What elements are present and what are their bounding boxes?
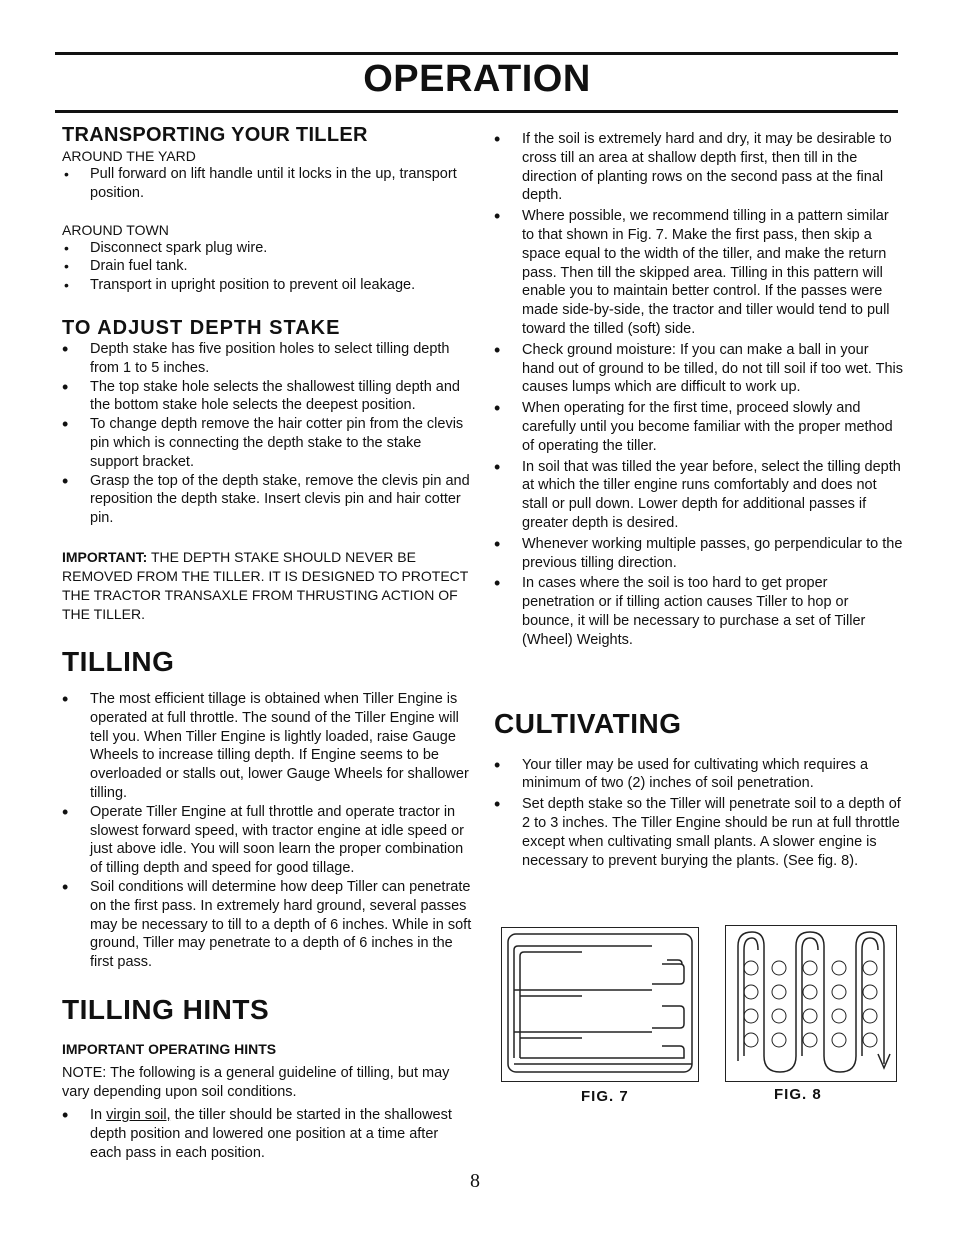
list-item: • Check ground moisture: If you can make a ball in your hand out of ground to be tilled, do not till soil if too wet. This causes lumps which are difficult to work up. <box>494 341 904 397</box>
virgin-soil-text: virgin soil, <box>106 1106 171 1123</box>
list-item: • Operate Tiller Engine at full throttle and operate tractor in slowest forward speed, with tractor engine at idle speed or just above idle. You will soon learn the proper combination of tilling depth and speed for good tillage. <box>62 803 472 878</box>
list-item: • The most efficient tillage is obtained when Tiller Engine is operated at full throttle. The sound of the Tiller Engine will tell you. When Tiller Engine is lightly loaded, raise Gauge Wheels to increase tilling depth. If Engine seems to be overloaded or stalls out, lower Gauge Wheels for shallower tilling. <box>62 690 472 803</box>
right-column <box>494 130 904 870</box>
title-underline <box>55 110 898 113</box>
list-item: • To change depth remove the hair cotter pin from the clevis pin which is connecting the depth stake to the stake support bracket. <box>62 415 472 471</box>
cultivating-heading: CULTIVATING <box>494 707 682 739</box>
tilling-hints-heading: TILLING HINTS <box>62 993 270 1025</box>
hints-list <box>494 130 904 650</box>
list-item: • In soil that was tilled the year before, select the tilling depth at which the tiller engine runs comfortably and does not stall or pull down. Lower depth for additional passes if greater depth is desired. <box>494 458 904 533</box>
page-number: 8 <box>470 1170 480 1192</box>
town-list <box>62 239 472 295</box>
list-item: • Drain fuel tank. <box>62 257 472 276</box>
fig8-caption: FIG. 8 <box>774 1086 822 1103</box>
depth-stake-heading: TO ADJUST DEPTH STAKE <box>62 316 341 339</box>
tilling-heading: TILLING <box>62 645 175 677</box>
left-column <box>62 124 472 1162</box>
fig7-caption: FIG. 7 <box>581 1088 629 1105</box>
yard-list <box>62 165 472 203</box>
fig8-diagram <box>725 925 897 1082</box>
list-item: • When operating for the first time, proceed slowly and carefully until you become familiar with the proper method of operating the tiller. <box>494 399 904 455</box>
virgin-post: the tiller should be started in the shallowest depth position and lowered one position at a time after each pass in each position. <box>90 1106 452 1161</box>
tilling-list <box>62 690 472 972</box>
page-title: OPERATION <box>363 58 591 100</box>
list-item: • Depth stake has five position holes to select tilling depth from 1 to 5 inches. <box>62 340 472 378</box>
list-item: • In cases where the soil is too hard to get proper penetration or if tilling action causes Tiller to hop or bounce, it will be necessary to purchase a set of Tiller (Wheel) Weights. <box>494 574 904 649</box>
important-label: IMPORTANT: <box>62 548 148 565</box>
list-item: • Your tiller may be used for cultivating which requires a minimum of two (2) inches of soil penetration. <box>494 756 904 794</box>
list-item: • Where possible, we recommend tilling in a pattern similar to that shown in Fig. 7. Make the first pass, then skip a space equal to the width of the tiller, and make the return pass. Then till the skipped area. Tilling in this pattern will enable you to maintain better control. If the passes were made side-by-side, the tractor and tiller would tend to pull toward the tilled (soft) side. <box>494 207 904 339</box>
important-notice <box>62 548 472 624</box>
note-text: NOTE: The following is a general guideline of tilling, but may vary depending upon soil conditions. <box>62 1064 450 1100</box>
cultivating-pattern-illustration <box>726 926 896 1081</box>
list-item <box>62 1106 472 1162</box>
list-item: • Transport in upright position to prevent oil leakage. <box>62 276 472 295</box>
fig7-diagram <box>501 927 699 1082</box>
list-item: • Disconnect spark plug wire. <box>62 239 472 258</box>
list-item: • Set depth stake so the Tiller will penetrate soil to a depth of 2 to 3 inches. The Tiller Engine should be run at full throttle except when cultivating small plants. A slower engine is necessary to prevent burying the plants. (See fig. 8). <box>494 795 904 870</box>
transport-heading: TRANSPORTING YOUR TILLER <box>62 124 368 146</box>
around-town-label: AROUND TOWN <box>62 221 169 238</box>
around-yard-label: AROUND THE YARD <box>62 148 196 164</box>
list-item: • Whenever working multiple passes, go perpendicular to the previous tilling direction. <box>494 535 904 573</box>
virgin-soil-list <box>62 1106 472 1162</box>
list-item: • Soil conditions will determine how deep Tiller can penetrate on the first pass. In extremely hard ground, several passes may be necessary to till to a depth of 6 inches. While in soft ground, Tiller may penetrate to a depth of 6 inches in the first pass. <box>62 878 472 972</box>
operating-hints-subheading: IMPORTANT OPERATING HINTS <box>62 1040 277 1057</box>
list-item: • Grasp the top of the depth stake, remove the clevis pin and reposition the depth stake. Insert clevis pin and hair cotter pin. <box>62 472 472 528</box>
depth-stake-list <box>62 340 472 528</box>
virgin-pre: In <box>90 1106 103 1123</box>
cultivating-list <box>494 756 904 871</box>
list-item: • If the soil is extremely hard and dry, it may be desirable to cross till an area at shallow depth first, then till in the direction of planting rows on the second pass at the final depth. <box>494 130 904 205</box>
list-item: • The top stake hole selects the shallowest tilling depth and the bottom stake hole selects the deepest position. <box>62 378 472 416</box>
list-item: • Pull forward on lift handle until it locks in the up, transport position. <box>62 165 472 203</box>
tilling-pattern-illustration <box>502 928 698 1081</box>
important-text: THE DEPTH STAKE SHOULD NEVER BE REMOVED FROM THE TILLER. IT IS DESIGNED TO PROTECT THE TRACTOR TRANSAXLE FROM THRUSTING ACTION OF THE TILLER. <box>62 548 469 622</box>
top-rule <box>55 52 898 55</box>
